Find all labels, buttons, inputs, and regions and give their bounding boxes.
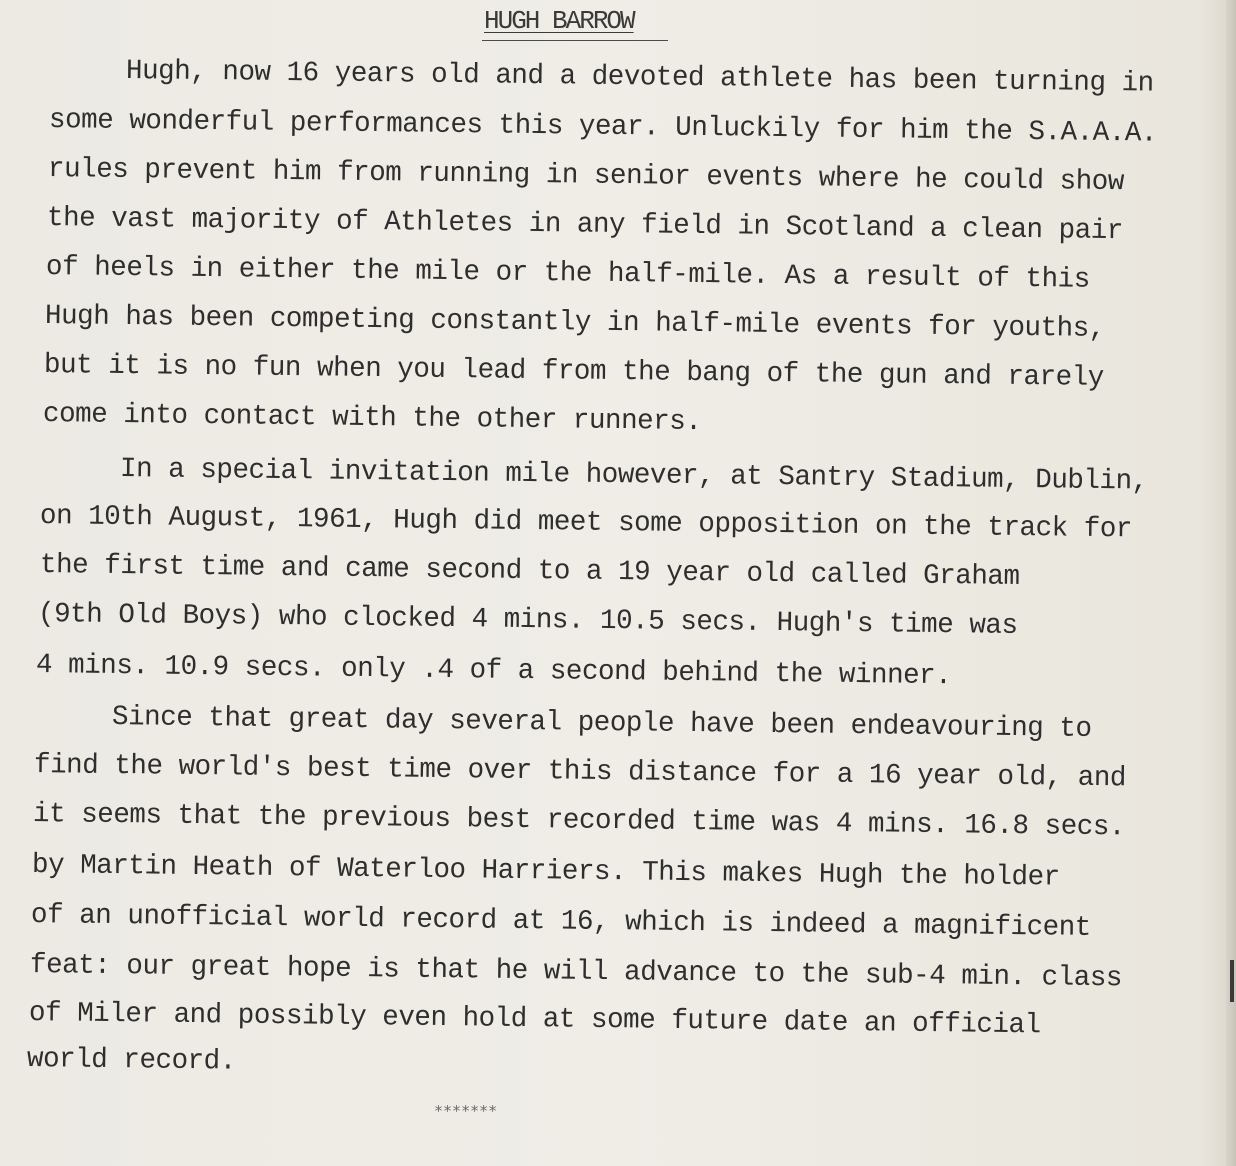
paragraph-3-line-8: world record. bbox=[26, 1044, 236, 1078]
paragraph-3-line-4: by Martin Heath of Waterloo Harriers. This makes Hugh the holder bbox=[31, 850, 1060, 894]
paragraph-2-line-5: 4 mins. 10.9 secs. only .4 of a second behind the winner. bbox=[35, 650, 952, 693]
paragraph-2-line-1: In a special invitation mile however, at Santry Stadium, Dublin, bbox=[119, 454, 1148, 498]
page-title: HUGH BARROW bbox=[484, 6, 634, 36]
paragraph-1-line-2: some wonderful performances this year. Unluckily for him the S.A.A.A. bbox=[48, 105, 1158, 150]
paragraph-2-line-4: (9th Old Boys) who clocked 4 mins. 10.5 secs. Hugh's time was bbox=[37, 599, 1018, 642]
paragraph-1-line-3: rules prevent him from running in senior events where he could show bbox=[47, 154, 1125, 199]
paragraph-3-line-7: of Miler and possibly even hold at some future date an official bbox=[28, 998, 1041, 1042]
paragraph-3-line-1: Since that great day several people have been endeavouring to bbox=[111, 702, 1092, 745]
paragraph-1-line-4: the vast majority of Athletes in any field in Scotland a clean pair bbox=[46, 203, 1124, 248]
paragraph-1-line-6: Hugh has been competing constantly in half-mile events for youths, bbox=[44, 301, 1105, 345]
section-separator: ******* bbox=[434, 1102, 498, 1120]
page-edge-mark bbox=[1230, 960, 1234, 1002]
paragraph-3-line-6: feat: our great hope is that he will advance to the sub-4 min. class bbox=[29, 950, 1123, 995]
paragraph-1-line-8: come into contact with the other runners. bbox=[42, 399, 702, 439]
paragraph-3-line-3: it seems that the previous best recorded time was 4 mins. 16.8 secs. bbox=[32, 799, 1126, 844]
paragraph-1-line-1: Hugh, now 16 years old and a devoted athlete has been turning in bbox=[125, 56, 1154, 100]
paragraph-2-line-2: on 10th August, 1961, Hugh did meet some opposition on the track for bbox=[39, 501, 1133, 546]
paragraph-2-line-3: the first time and came second to a 19 year old called Graham bbox=[39, 550, 1020, 593]
paragraph-3-line-2: find the world's best time over this distance for a 16 year old, and bbox=[33, 750, 1127, 795]
paragraph-1-line-5: of heels in either the mile or the half-mile. As a result of this bbox=[45, 252, 1090, 296]
paragraph-3-line-5: of an unofficial world record at 16, which is indeed a magnificent bbox=[30, 900, 1091, 944]
title-underline bbox=[482, 40, 668, 41]
paragraph-1-line-7: but it is no fun when you lead from the bang of the gun and rarely bbox=[43, 350, 1104, 394]
